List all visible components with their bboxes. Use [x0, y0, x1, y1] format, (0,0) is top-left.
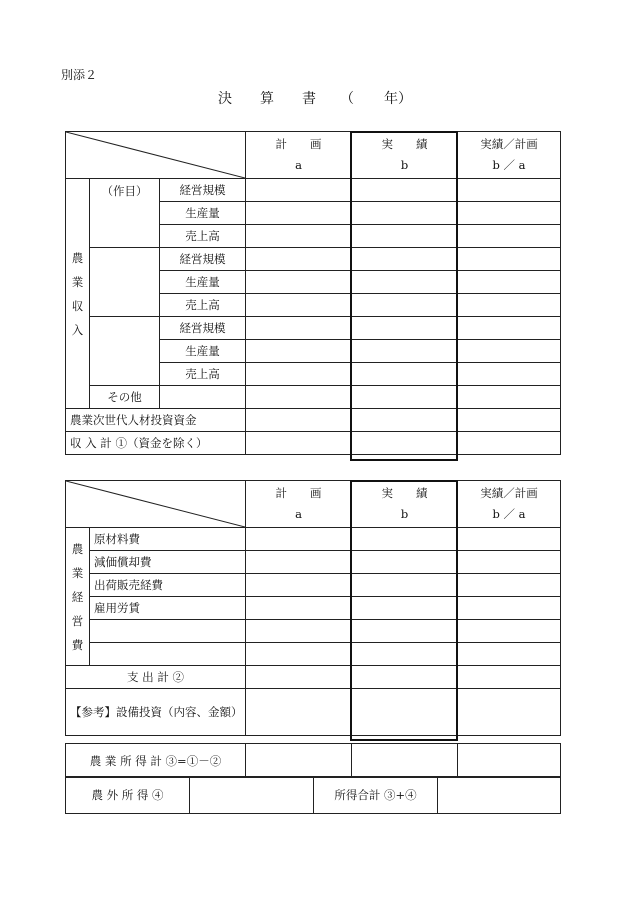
crop-cell[interactable] — [90, 317, 160, 386]
income-table — [65, 131, 561, 455]
actual-header: 実 績 b — [352, 132, 458, 179]
input-cell[interactable] — [246, 340, 352, 363]
title-char-1: 決 — [218, 91, 232, 107]
input-cell[interactable] — [246, 551, 352, 574]
item-production: 生産量 — [160, 340, 246, 363]
input-cell[interactable] — [190, 777, 314, 814]
investment-reference-label: 【参考】設備投資（内容、金額） — [66, 689, 246, 736]
input-cell[interactable] — [352, 689, 458, 736]
input-cell[interactable] — [246, 666, 352, 689]
input-cell[interactable] — [246, 386, 352, 409]
input-cell[interactable] — [458, 179, 561, 202]
input-cell[interactable] — [352, 409, 458, 432]
crop-label: （作目） — [90, 179, 160, 248]
input-cell[interactable] — [458, 294, 561, 317]
input-cell[interactable] — [246, 574, 352, 597]
expense-table — [65, 480, 561, 736]
input-cell[interactable] — [352, 386, 458, 409]
farm-income-total-label: 農 業 所 得 計 ③=①－② — [66, 744, 246, 778]
input-cell[interactable] — [458, 386, 561, 409]
item-scale: 経営規模 — [160, 179, 246, 202]
input-cell[interactable] — [458, 225, 561, 248]
attachment-label: 別添２ — [61, 68, 98, 82]
input-cell[interactable] — [246, 202, 352, 225]
input-cell[interactable] — [458, 340, 561, 363]
crop-cell[interactable] — [90, 248, 160, 317]
actual-header: 実 績 b — [352, 481, 458, 528]
input-cell[interactable] — [352, 666, 458, 689]
input-cell[interactable] — [458, 271, 561, 294]
input-cell[interactable] — [352, 363, 458, 386]
input-cell[interactable] — [90, 643, 246, 666]
expense-depreciation: 減価償却費 — [90, 551, 246, 574]
item-production: 生産量 — [160, 202, 246, 225]
item-scale: 経営規模 — [160, 317, 246, 340]
input-cell[interactable] — [246, 597, 352, 620]
title-char-4: （ — [340, 91, 354, 107]
input-cell[interactable] — [352, 744, 458, 778]
item-production: 生産量 — [160, 271, 246, 294]
input-cell[interactable] — [246, 294, 352, 317]
input-cell[interactable] — [458, 363, 561, 386]
expense-materials: 原材料費 — [90, 528, 246, 551]
input-cell[interactable] — [352, 432, 458, 455]
input-cell[interactable] — [458, 202, 561, 225]
input-cell[interactable] — [246, 689, 352, 736]
total-income-table — [65, 776, 561, 814]
non-farm-income-label: 農 外 所 得 ④ — [66, 777, 190, 814]
input-cell[interactable] — [246, 744, 352, 778]
other-label: その他 — [90, 386, 160, 409]
corner-diagonal-cell — [66, 481, 246, 528]
input-cell[interactable] — [438, 777, 561, 814]
income-total-label: 収 入 計 ①（資金を除く） — [66, 432, 246, 455]
input-cell[interactable] — [160, 386, 246, 409]
input-cell[interactable] — [246, 317, 352, 340]
input-cell[interactable] — [352, 528, 458, 551]
input-cell[interactable] — [458, 597, 561, 620]
input-cell[interactable] — [352, 179, 458, 202]
title-char-5: 年） — [384, 91, 412, 107]
input-cell[interactable] — [352, 551, 458, 574]
plan-header: 計 画 a — [246, 132, 352, 179]
input-cell[interactable] — [352, 340, 458, 363]
input-cell[interactable] — [246, 620, 352, 643]
plan-header: 計 画 a — [246, 481, 352, 528]
input-cell[interactable] — [458, 528, 561, 551]
expense-shipping: 出荷販売経費 — [90, 574, 246, 597]
farm-expense-label: 農 業 経 営 費 — [66, 528, 90, 666]
input-cell[interactable] — [458, 620, 561, 643]
title-char-3: 書 — [302, 91, 316, 107]
expense-labor: 雇用労賃 — [90, 597, 246, 620]
input-cell[interactable] — [458, 432, 561, 455]
document-title — [0, 88, 630, 108]
input-cell[interactable] — [458, 317, 561, 340]
input-cell[interactable] — [352, 620, 458, 643]
input-cell[interactable] — [352, 574, 458, 597]
grand-total-label: 所得合計 ③+④ — [314, 777, 438, 814]
expense-total-label: 支 出 計 ② — [66, 666, 246, 689]
input-cell[interactable] — [246, 271, 352, 294]
input-cell[interactable] — [352, 202, 458, 225]
input-cell[interactable] — [458, 666, 561, 689]
ratio-header: 実績／計画 b ／ a — [458, 132, 561, 179]
input-cell[interactable] — [352, 294, 458, 317]
diagonal-line-icon — [66, 481, 245, 527]
input-cell[interactable] — [90, 620, 246, 643]
subsidy-label: 農業次世代人材投資資金 — [66, 409, 246, 432]
input-cell[interactable] — [458, 744, 561, 778]
input-cell[interactable] — [246, 179, 352, 202]
input-cell[interactable] — [458, 643, 561, 666]
item-sales: 売上高 — [160, 225, 246, 248]
farm-income-table — [65, 743, 561, 778]
input-cell[interactable] — [458, 574, 561, 597]
input-cell[interactable] — [352, 317, 458, 340]
item-scale: 経営規模 — [160, 248, 246, 271]
item-sales: 売上高 — [160, 294, 246, 317]
input-cell[interactable] — [246, 528, 352, 551]
input-cell[interactable] — [352, 597, 458, 620]
input-cell[interactable] — [458, 551, 561, 574]
diagonal-line-icon — [66, 132, 245, 178]
item-sales: 売上高 — [160, 363, 246, 386]
input-cell[interactable] — [246, 409, 352, 432]
farm-income-label: 農 業 収 入 — [66, 179, 90, 409]
ratio-header: 実績／計画 b ／ a — [458, 481, 561, 528]
input-cell[interactable] — [246, 432, 352, 455]
corner-diagonal-cell — [66, 132, 246, 179]
input-cell[interactable] — [458, 409, 561, 432]
input-cell[interactable] — [352, 643, 458, 666]
input-cell[interactable] — [246, 363, 352, 386]
input-cell[interactable] — [458, 248, 561, 271]
input-cell[interactable] — [352, 271, 458, 294]
input-cell[interactable] — [246, 225, 352, 248]
input-cell[interactable] — [246, 643, 352, 666]
input-cell[interactable] — [352, 225, 458, 248]
title-char-2: 算 — [260, 91, 274, 107]
input-cell[interactable] — [246, 248, 352, 271]
input-cell[interactable] — [352, 248, 458, 271]
input-cell[interactable] — [458, 689, 561, 736]
